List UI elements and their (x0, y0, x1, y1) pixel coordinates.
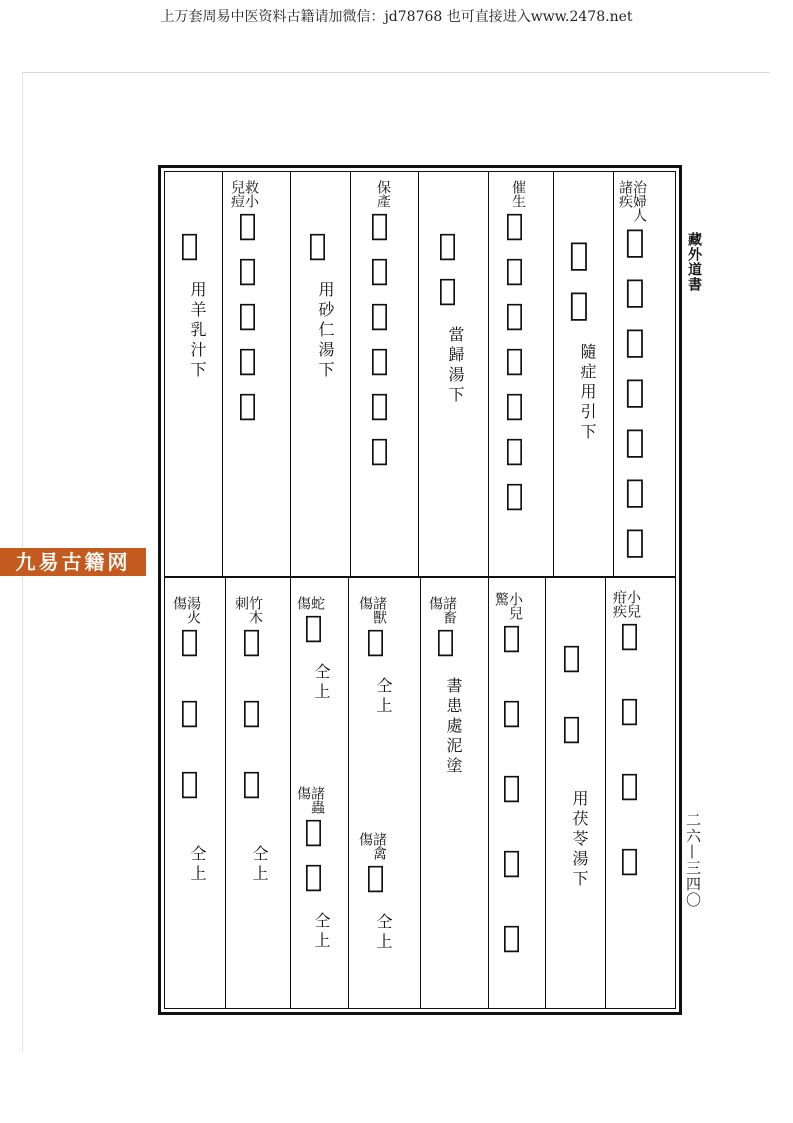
talisman-column (554, 640, 588, 980)
column-rule (350, 171, 351, 576)
heading-line: 傷 (171, 596, 187, 610)
talisman-glyphs: 𰃱 (358, 624, 393, 669)
talisman-column (562, 235, 596, 565)
talisman-glyphs: 𰃆𰃇𰃈𰃉𰃊𰃋𰃌 (616, 222, 654, 572)
column-heading (618, 180, 646, 222)
usage-note: 用羊乳汁下 (188, 281, 207, 381)
heading-line: 傷 (295, 596, 311, 610)
talisman-glyphs: 𰃴𰃵 (296, 814, 331, 904)
usage-note: 仝上 (188, 845, 207, 885)
usage-note: 用茯苓湯下 (570, 790, 589, 890)
book-title: 藏外道書 (686, 232, 702, 292)
heading-line: 小兒 (507, 592, 523, 620)
heading-line: 傷 (427, 596, 443, 610)
talisman-glyphs: 𰃤 (172, 228, 207, 273)
column-heading (172, 596, 200, 624)
column-rule (488, 578, 489, 1009)
watermark-logo: 九易古籍网 (0, 548, 146, 576)
talisman-column (172, 596, 206, 896)
talisman-glyphs: 𰃶𰃷𰃸 (234, 624, 269, 837)
usage-note: 隨症用引下 (578, 343, 597, 443)
heading-line: 傷 (295, 786, 311, 800)
heading-line: 諸畜 (441, 596, 457, 624)
talisman-column (493, 592, 529, 995)
heading-line: 諸獸 (371, 596, 387, 624)
heading-line: 保產 (375, 180, 391, 208)
talisman-column (296, 596, 330, 756)
usage-note: 仝上 (374, 913, 393, 953)
heading-line: 竹木 (247, 596, 263, 624)
column-heading (230, 180, 258, 208)
heading-line: 諸疾 (617, 180, 633, 208)
heading-line: 疳疾 (611, 590, 627, 618)
column-rule (348, 578, 349, 1009)
talisman-column (234, 596, 268, 896)
usage-note: 仝上 (374, 677, 393, 717)
talisman-column (362, 180, 396, 570)
talisman-glyphs: 𰃳 (296, 610, 331, 655)
talisman-glyphs: 𰃏𰃐𰃑𰃒𰃓𰃔𰃕 (497, 208, 532, 523)
talisman-column (618, 180, 652, 570)
heading-line: 兒痘 (229, 180, 245, 208)
column-rule (290, 578, 291, 1009)
heading-line: 刺 (233, 596, 249, 610)
column-rule (488, 171, 489, 576)
talisman-glyphs: 𰃍𰃎 (560, 235, 598, 335)
column-heading (296, 596, 324, 610)
heading-line: 諸禽 (371, 832, 387, 860)
column-rule (418, 171, 419, 576)
talisman-column (296, 786, 330, 996)
usage-note: 仝上 (312, 663, 331, 703)
heading-line: 諸蟲 (309, 786, 325, 814)
column-heading (358, 596, 386, 624)
top-banner-text: 上万套周易中医资料古籍请加微信：jd78768 也可直接进入www.2478.net (160, 9, 633, 25)
column-rule (290, 171, 291, 576)
talisman-glyphs: 𰃞 (300, 228, 335, 273)
talisman-glyphs: 𰃰 (428, 624, 463, 669)
talisman-column (172, 228, 206, 558)
column-rule (553, 171, 554, 576)
heading-line: 傷 (357, 832, 373, 846)
talisman-glyphs: 𰃘𰃙𰃚𰃛𰃜𰃝 (362, 208, 397, 478)
talisman-column (230, 180, 264, 570)
heading-line: 傷 (357, 596, 373, 610)
column-rule (613, 171, 614, 576)
talisman-column (358, 596, 392, 756)
talisman-column (428, 596, 462, 856)
usage-note: 用砂仁湯下 (316, 281, 335, 381)
talisman-column (358, 832, 392, 992)
heading-line: 治婦人 (631, 180, 647, 222)
usage-note: 當歸湯下 (446, 326, 465, 406)
scan-edge-top (22, 72, 770, 73)
talisman-column (430, 228, 464, 558)
talisman-glyphs: 𰃲 (358, 860, 393, 905)
column-rule (545, 578, 546, 1009)
talisman-glyphs: 𰃖𰃗 (430, 228, 465, 318)
talisman-glyphs: 𰃟𰃠𰃡𰃢𰃣 (230, 208, 265, 433)
usage-note: 仝上 (250, 845, 269, 885)
usage-note: 仝上 (312, 912, 331, 952)
column-rule (605, 578, 606, 1009)
column-heading (428, 596, 456, 624)
page-number: 二六—三四〇 (684, 812, 702, 908)
heading-line: 驚 (493, 592, 509, 606)
column-heading (358, 832, 386, 860)
talisman-glyphs: 𰃩𰃪 (554, 640, 589, 782)
heading-line: 催生 (510, 180, 526, 208)
heading-line: 湯火 (185, 596, 201, 624)
heading-line: 蛇 (309, 596, 325, 610)
talisman-glyphs: 𰃫𰃬𰃭𰃮𰃯 (494, 620, 529, 995)
talisman-glyphs: 𰃹𰃺𰃻 (172, 624, 207, 837)
column-rule (222, 171, 223, 576)
heading-line: 救小 (243, 180, 259, 208)
column-heading (511, 180, 525, 208)
column-heading (234, 596, 262, 624)
column-rule (225, 578, 226, 1009)
heading-line: 小兒 (625, 590, 641, 618)
column-heading (494, 592, 522, 620)
talisman-column (612, 590, 646, 1000)
talisman-column (497, 180, 531, 570)
column-heading (296, 786, 324, 814)
talisman-glyphs: 𰃥𰃦𰃧𰃨 (612, 618, 647, 918)
column-heading (612, 590, 640, 618)
talisman-column (300, 228, 334, 558)
column-heading (376, 180, 390, 208)
usage-note: 書患處泥塗 (444, 677, 463, 777)
column-rule (420, 578, 421, 1009)
